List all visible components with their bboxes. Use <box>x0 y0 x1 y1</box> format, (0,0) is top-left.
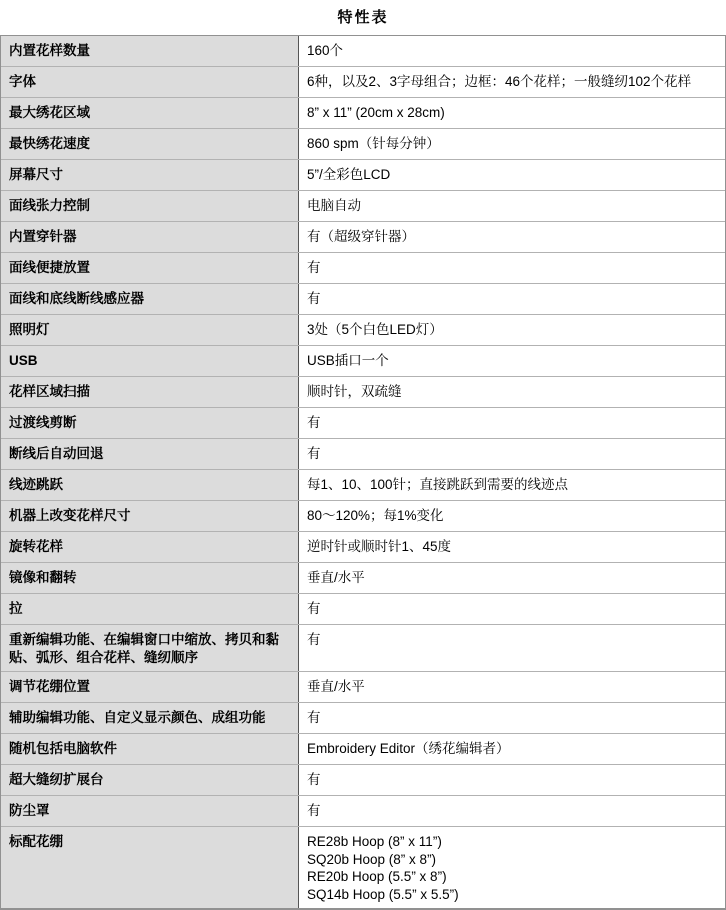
table-row <box>1 36 725 67</box>
spec-label: USB <box>1 346 299 376</box>
table-row <box>1 408 725 439</box>
spec-value: 有 <box>299 253 725 283</box>
spec-value: 3处（5个白色LED灯） <box>299 315 725 345</box>
table-row <box>1 501 725 532</box>
table-row <box>1 765 725 796</box>
spec-value: 有 <box>299 594 725 624</box>
spec-label: 字体 <box>1 67 299 97</box>
table-row <box>1 284 725 315</box>
spec-value <box>299 827 725 908</box>
page-title: 特性表 <box>337 9 389 26</box>
spec-label: 屏幕尺寸 <box>1 160 299 190</box>
table-row <box>1 222 725 253</box>
spec-value: 160个 <box>299 36 725 66</box>
spec-label: 调节花绷位置 <box>1 672 299 702</box>
spec-label: 面线张力控制 <box>1 191 299 221</box>
spec-value: 有 <box>299 625 725 671</box>
spec-label: 标配花绷 <box>1 827 299 908</box>
spec-value-line: RE28b Hoop (8” x 11”) <box>307 834 442 849</box>
table-row <box>1 315 725 346</box>
spec-label: 超大缝纫扩展台 <box>1 765 299 795</box>
spec-label: 机器上改变花样尺寸 <box>1 501 299 531</box>
spec-table <box>0 35 726 910</box>
table-row <box>1 129 725 160</box>
table-row <box>1 67 725 98</box>
spec-value-line: RE20b Hoop (5.5” x 8”) <box>307 869 447 884</box>
spec-value: 有 <box>299 284 725 314</box>
spec-label: 拉 <box>1 594 299 624</box>
spec-label: 最大绣花区域 <box>1 98 299 128</box>
table-row <box>1 796 725 827</box>
table-row <box>1 594 725 625</box>
spec-value: 顺时针，双疏缝 <box>299 377 725 407</box>
table-row <box>1 672 725 703</box>
spec-label: 辅助编辑功能、自定义显示颜色、成组功能 <box>1 703 299 733</box>
spec-value: USB插口一个 <box>299 346 725 376</box>
spec-label: 镜像和翻转 <box>1 563 299 593</box>
spec-label: 照明灯 <box>1 315 299 345</box>
spec-label: 随机包括电脑软件 <box>1 734 299 764</box>
spec-value: 垂直/水平 <box>299 672 725 702</box>
table-row <box>1 191 725 222</box>
spec-value-line: SQ20b Hoop (8” x 8”) <box>307 851 437 867</box>
spec-value: 5”/全彩色LCD <box>299 160 725 190</box>
spec-label: 过渡线剪断 <box>1 408 299 438</box>
spec-value: 有（超级穿针器） <box>299 222 725 252</box>
spec-label: 断线后自动回退 <box>1 439 299 469</box>
spec-value: 垂直/水平 <box>299 563 725 593</box>
spec-value: 6种，以及2、3字母组合；边框：46个花样；一般缝纫102个花样 <box>299 67 725 97</box>
spec-value: 有 <box>299 765 725 795</box>
spec-label: 线迹跳跃 <box>1 470 299 500</box>
spec-value: 每1、10、100针；直接跳跃到需要的线迹点 <box>299 470 725 500</box>
spec-label: 防尘罩 <box>1 796 299 826</box>
table-row <box>1 827 725 908</box>
spec-value: 有 <box>299 703 725 733</box>
spec-label: 重新编辑功能、在编辑窗口中缩放、拷贝和黏贴、弧形、组合花样、缝纫顺序 <box>1 625 299 671</box>
table-row <box>1 160 725 191</box>
spec-value: 有 <box>299 439 725 469</box>
spec-label: 面线和底线断线感应器 <box>1 284 299 314</box>
table-row <box>1 532 725 563</box>
table-row <box>1 439 725 470</box>
spec-label: 内置花样数量 <box>1 36 299 66</box>
spec-label: 花样区域扫描 <box>1 377 299 407</box>
spec-value: 80～120%；每1%变化 <box>299 501 725 531</box>
spec-value: 电脑自动 <box>299 191 725 221</box>
spec-label: 内置穿针器 <box>1 222 299 252</box>
spec-value: 有 <box>299 408 725 438</box>
table-row <box>1 346 725 377</box>
spec-value: Embroidery Editor（绣花编辑者） <box>299 734 725 764</box>
table-row <box>1 625 725 672</box>
spec-value-line: SQ14b Hoop (5.5” x 5.5”) <box>307 886 459 902</box>
table-row <box>1 253 725 284</box>
spec-value: 逆时针或顺时针1、45度 <box>299 532 725 562</box>
spec-label: 面线便捷放置 <box>1 253 299 283</box>
table-row <box>1 470 725 501</box>
table-row <box>1 734 725 765</box>
spec-value: 860 spm（针每分钟） <box>299 129 725 159</box>
spec-value: 有 <box>299 796 725 826</box>
table-row <box>1 98 725 129</box>
spec-label: 旋转花样 <box>1 532 299 562</box>
table-row <box>1 563 725 594</box>
spec-label: 最快绣花速度 <box>1 129 299 159</box>
spec-value: 8” x 11” (20cm x 28cm) <box>299 98 725 128</box>
table-row <box>1 377 725 408</box>
table-row <box>1 703 725 734</box>
